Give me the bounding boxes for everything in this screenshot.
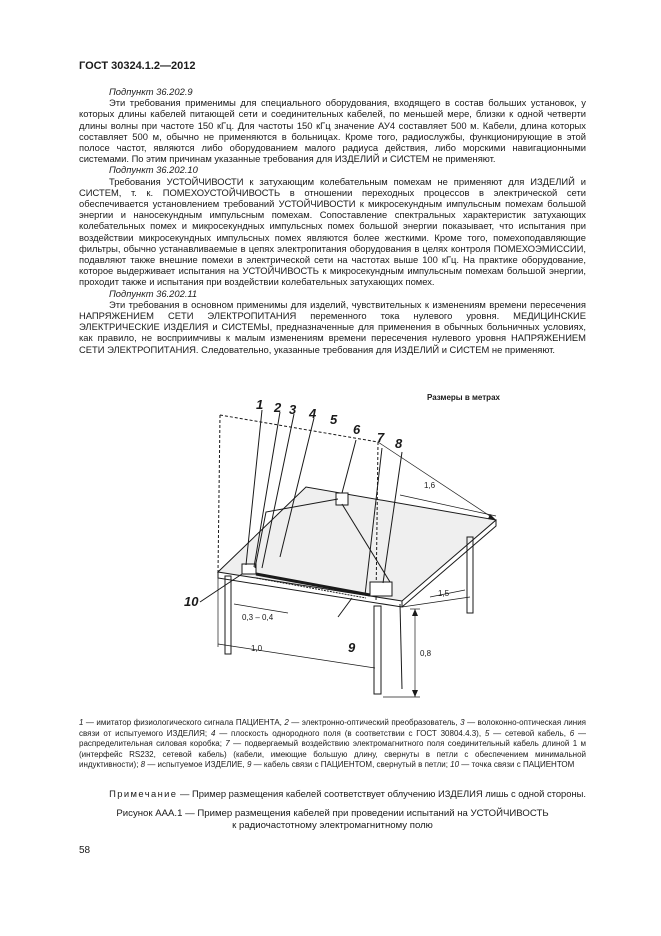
- units-note: Размеры в метрах: [427, 393, 500, 402]
- page-number: 58: [79, 845, 91, 856]
- dim-length: 1,0: [251, 644, 263, 653]
- paragraph: Требования УСТОЙЧИВОСТИ к затухающим колебательным помехам не применяют для ИЗДЕЛИЙ и СИСТЕМ, т. к. ПОМЕХОУСТОЙЧИВОСТЬ в отношении переходных процессов в электрической сети обеспечивается установлением требований УСТОЙЧИВОСТИ к микросекундным импульсным помехам большой энергии и наносекундным импульсным помехам. Сопоставление спектральных характеристик затухающих колебательных помех и микросекундных импульсных помех большой энергии показывает, что испытания при воздействии микросекундных импульсных помех являются более жесткими. Кроме того, помехоподавляющие фильтры, обычно устанавливаемые в цепях электропитания оборудования в целях контроля ПОМЕХОЭМИССИИ, подавляют также внешние помехи в электрической сети на частотах выше 100 кГц. На практике оборудование, которое выдерживает испытания на УСТОЙЧИВОСТЬ к микросекундным импульсным помехам большой энергии, проходит также и испытания при воздействии колебательных затухающих помех.: [79, 175, 586, 288]
- callout-5: 5: [330, 412, 338, 427]
- subclause-heading: Подпункт 36.202.10: [109, 164, 198, 176]
- figure-title: [79, 808, 586, 832]
- paragraph: Эти требования применимы для специального оборудования, входящего в состав больших установок, у которых длины кабелей питающей сети и соединительных кабелей, по меньшей мере, близки к одной четверти длины волны при частоте 150 кГц. Для частоты 150 кГц значение АУ4 составляет 500 м. Кабели, длина которых составляет 500 м, обычно не применяются в больницах. Кроме того, радиослужбы, функционирующие в этой полосе частот, являются либо оборудованием малого радиуса действия, либо морскими навигационными системами. По этим причинам указанные требования для ИЗДЕЛИЙ и СИСТЕМ не применяют.: [79, 97, 586, 165]
- figure-legend: [79, 718, 586, 771]
- legend-num: 2: [284, 718, 289, 727]
- dim-height: 0,8: [420, 649, 432, 658]
- legend-text: — волоконно-оптическая линия связи от испытуемого ИЗДЕЛИЯ;: [79, 718, 586, 738]
- note-label: Примечание: [109, 788, 178, 799]
- callout-4: 4: [309, 406, 317, 421]
- figure-note: [79, 788, 586, 799]
- dim-depth: 1,5: [438, 589, 450, 598]
- legend-text: — сетевой кабель,: [489, 728, 570, 738]
- legend-num: 9: [246, 760, 252, 770]
- equipment-under-test: [370, 582, 392, 596]
- legend-text: — электронно-оптический преобразователь,: [288, 718, 461, 727]
- legend-text: — имитатор физиологического сигнала ПАЦИЕНТА,: [83, 718, 285, 727]
- callout-7: 7: [377, 430, 385, 445]
- document-code-header: ГОСТ 30324.1.2—2012: [79, 60, 196, 72]
- subclause-heading: Подпункт 36.202.9: [109, 86, 193, 97]
- callout-10: 10: [184, 594, 199, 609]
- subclause-heading: Подпункт 36.202.11: [109, 287, 198, 299]
- dim-width: 1,6: [424, 481, 436, 490]
- figure-title-line: к радиочастотному электромагнитному полю: [232, 820, 433, 831]
- callout-2: 2: [274, 400, 282, 415]
- legend-num: 6: [569, 728, 575, 738]
- callout-8: 8: [395, 436, 403, 451]
- figure-title-line: Рисунок ААА.1 — Пример размещения кабелей при проведении испытаний на УСТОЙЧИВОСТЬ: [116, 808, 549, 819]
- legend-text: — распределительная силовая коробка;: [79, 728, 586, 749]
- legend-text: — плоскость однородного поля (в соответствии с ГОСТ 30804.4.3),: [215, 728, 485, 738]
- legend-text: — подвергаемый воздействию электромагнитного поля соединительный кабель длиной 1 м (интерфейс RS232, сетевой кабель) (кабели, имеющие большую длину, свернуты в петли с обеспечением минимальной индуктивности);: [79, 739, 586, 770]
- body-text: [79, 86, 586, 355]
- dim-gap: 0,3 – 0,4: [242, 613, 274, 622]
- legend-num: 8: [140, 760, 146, 770]
- table-leg: [374, 606, 381, 694]
- legend-num: 3: [460, 718, 465, 727]
- paragraph: Эти требования в основном применимы для изделий, чувствительных к изменениям времени пересечения НАПРЯЖЕНИЕМ СЕТИ ЭЛЕКТРОПИТАНИЯ переменного тока нулевого уровня. МЕДИЦИНСКИЕ ЭЛЕКТРИЧЕСКИЕ ИЗДЕЛИЯ и СИСТЕМЫ, предназначенные для применения в обычных больничных условиях, как правило, не восприимчивы к малым изменениям времени пересечения нулевого уровня НАПРЯЖЕНИЕМ СЕТИ ЭЛЕКТРОПИТАНИЯ. Следовательно, указанные требования для ИЗДЕЛИЙ и СИСТЕМ не применяют.: [79, 298, 586, 355]
- callout-1: 1: [256, 397, 264, 412]
- note-text: — Пример размещения кабелей соответствует облучению ИЗДЕЛИЯ лишь с одной стороны.: [177, 788, 586, 799]
- legend-num: 1: [79, 718, 84, 727]
- legend-num: 5: [484, 728, 490, 738]
- callout-6: 6: [353, 422, 361, 437]
- legend-num: 10: [450, 760, 460, 770]
- legend-num: 7: [225, 739, 230, 749]
- table-leg: [225, 576, 231, 654]
- legend-text: — кабель связи с ПАЦИЕНТОМ, свернутый в петли;: [251, 760, 451, 770]
- cable-arrangement-figure: [170, 392, 530, 710]
- legend-num: 4: [210, 728, 216, 738]
- callout-9: 9: [348, 640, 356, 655]
- legend-text: — точка связи с ПАЦИЕНТОМ: [459, 760, 575, 770]
- legend-text: — испытуемое ИЗДЕЛИЕ,: [145, 760, 247, 770]
- callout-3: 3: [289, 402, 297, 417]
